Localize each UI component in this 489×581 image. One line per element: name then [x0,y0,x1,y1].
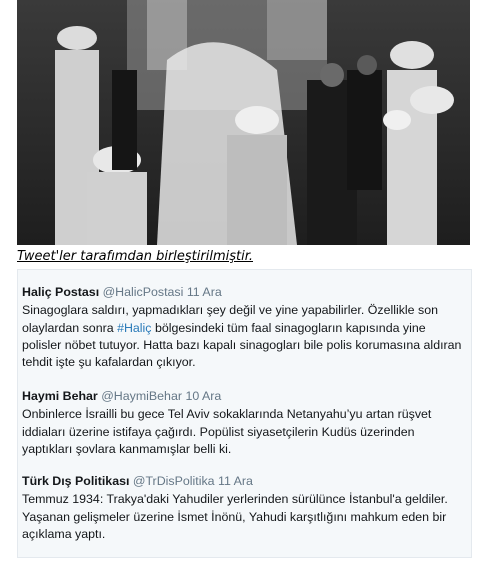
tweet-date[interactable]: 10 Ara [185,389,222,403]
wedding-photo [17,0,470,245]
tweet [22,388,467,458]
tweet-author-handle[interactable]: @TrDisPolitika [132,474,215,488]
tweet-header [22,473,467,490]
tweet-header [22,388,467,405]
tweet-list [17,269,472,558]
hashtag-link[interactable]: #Haliç [117,320,152,335]
tweet-date[interactable]: 11 Ara [186,285,222,299]
tweet-date[interactable]: 11 Ara [217,474,253,488]
tweet-author-name[interactable]: Türk Dış Politikası [22,474,130,488]
tweet-text: Temmuz 1934: Trakya'daki Yahudiler yerlerinden sürülünce İstanbul'a geldiler. Yaşanan gelişmeler üzerine İsmet İnönü, Yahudi karşıtlığını mahkum eden bir açıklama yaptı. [22,492,448,541]
tweet-text [22,302,467,371]
tweet-header [22,284,467,301]
photo-scene [17,0,470,245]
photo-caption: Tweet'ler tarafımdan birleştirilmiştir. [17,249,253,264]
tweet-author-name[interactable]: Haymi Behar [22,389,98,403]
tweet-text-part: bölgesindeki tüm faal sinagogların kapısında yine polisler nöbet tutuyor. Hatta bazı kapalı sinagogları bile polis korumasına aldıran tehdit işte şu kafalardan çıkıyor. [22,320,462,370]
tweet [22,284,467,371]
tweet [22,473,467,543]
tweet-author-handle[interactable]: @HalicPostasi [102,285,184,299]
tweet-text-part: Sinagoglara saldırı, yapmadıkları şey değil ve yine yapabilirler. Özellikle son olaylardan sonra [22,303,438,335]
tweet-author-handle[interactable]: @HaymiBehar [101,389,182,403]
tweet-text: Onbinlerce İsrailli bu gece Tel Aviv sokaklarında Netanyahu’yu artan rüşvet iddiaları üzerine istifaya çağırdı. Popülist siyasetçilerin Kudüs üzerinden yaptıkları şovlara kanmamışlar belli ki. [22,407,432,456]
tweet-author-name[interactable]: Haliç Postası [22,285,100,299]
